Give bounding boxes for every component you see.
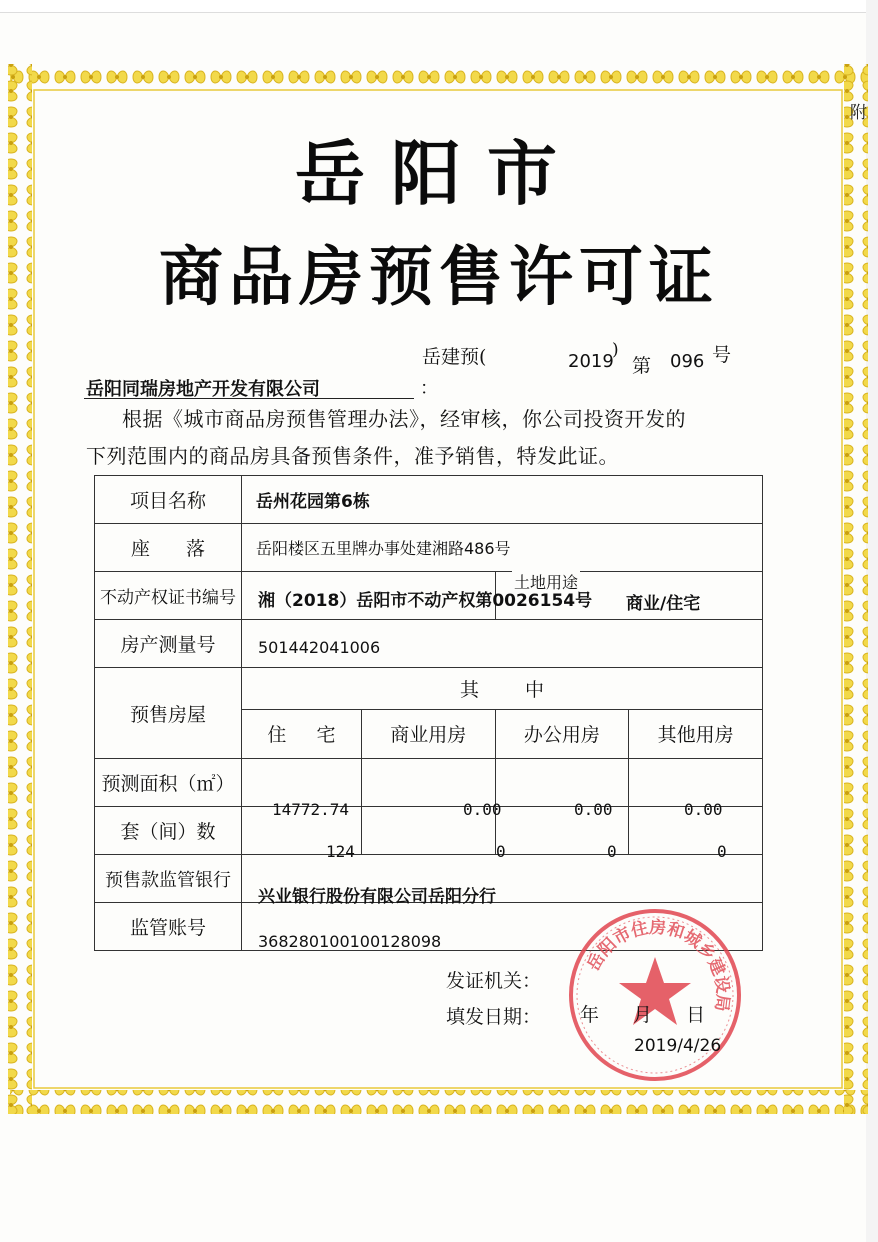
units-commercial: 0 xyxy=(496,842,506,861)
body-text-line2: 下列范围内的商品房具备预售条件，准予销售，特发此证。 xyxy=(86,444,619,468)
col-other: 其他用房 xyxy=(629,709,763,758)
issuer-label: 发证机关： xyxy=(446,970,542,992)
area-commercial: 0.00 xyxy=(463,800,502,819)
table-row xyxy=(95,807,763,855)
survey-label: 房产测量号 xyxy=(95,620,242,668)
company-colon: ： xyxy=(420,378,438,399)
location-value: 岳阳楼区五里牌办事处建湘路486号 xyxy=(242,524,763,572)
table-row xyxy=(95,476,763,524)
permit-number-close-paren: ) xyxy=(612,340,619,360)
presale-label: 预售房屋 xyxy=(95,668,242,759)
col-commercial: 商业用房 xyxy=(361,709,495,758)
company-name: 岳阳同瑞房地产开发有限公司 xyxy=(86,379,320,400)
project-name-label: 项目名称 xyxy=(95,476,242,524)
page-title: 岳阳市 xyxy=(295,133,583,215)
permit-number-prefix: 岳建预( xyxy=(422,346,487,368)
seal-text: 岳阳市住房和城乡建设局 xyxy=(583,917,733,1013)
bank-label: 预售款监管银行 xyxy=(95,855,242,903)
account-value: 368280100100128098 xyxy=(258,932,442,951)
table-row xyxy=(95,668,763,710)
side-note: 附 xyxy=(850,103,867,123)
units-office: 0 xyxy=(607,842,617,861)
units-residential: 124 xyxy=(326,842,355,861)
table-row xyxy=(95,620,763,668)
land-use-value: 商业/住宅 xyxy=(626,594,701,614)
company-underline xyxy=(84,398,414,399)
certificate-subtitle: 商品房预售许可证 xyxy=(159,241,719,315)
survey-number-value: 501442041006 xyxy=(258,638,381,657)
project-name-value: 岳州花园第6栋 xyxy=(242,476,763,524)
location-label: 座 落 xyxy=(95,524,242,572)
issue-date-value: 2019/4/26 xyxy=(634,1036,722,1056)
issue-date-units: 年 月 日 xyxy=(580,1004,706,1026)
land-use-label: 土地用途 xyxy=(512,570,580,593)
permit-number-suffix: 号 xyxy=(712,344,732,366)
official-seal xyxy=(565,905,745,1085)
col-office: 办公用房 xyxy=(495,709,629,758)
account-label: 监管账号 xyxy=(95,903,242,951)
col-residential: 住 宅 xyxy=(242,709,362,758)
area-label: 预测面积（㎡） xyxy=(95,759,242,807)
issue-date-label: 填发日期： xyxy=(446,1006,542,1028)
units-label: 套（间）数 xyxy=(95,807,242,855)
among-header: 其 中 xyxy=(242,668,763,710)
cert-number-label: 不动产权证书编号 xyxy=(95,572,242,620)
area-other: 0.00 xyxy=(684,800,723,819)
permit-number-di: 第 xyxy=(632,355,652,377)
bank-value: 兴业银行股份有限公司岳阳分行 xyxy=(258,887,496,907)
table-row xyxy=(95,524,763,572)
permit-table xyxy=(94,475,763,951)
cert-number-value: 湘（2018）岳阳市不动产权第0026154号 xyxy=(258,591,593,611)
units-other: 0 xyxy=(717,842,727,861)
body-text-line1: 根据《城市商品房预售管理办法》，经审核，你公司投资开发的 xyxy=(122,407,686,431)
area-office: 0.00 xyxy=(574,800,613,819)
area-residential: 14772.74 xyxy=(272,800,350,819)
table-row xyxy=(95,759,763,807)
permit-number-value: 096 xyxy=(670,351,705,372)
permit-number-year: 2019 xyxy=(568,351,614,372)
